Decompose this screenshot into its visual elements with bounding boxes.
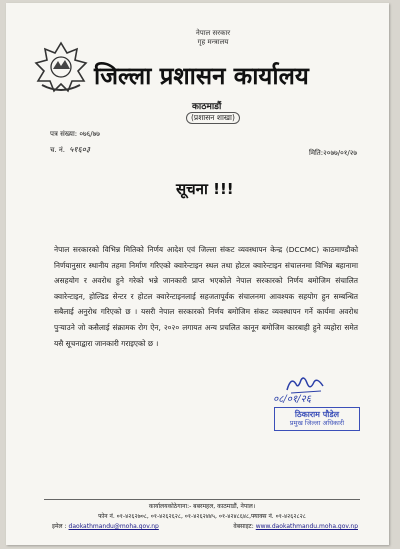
letter-number (50, 130, 100, 139)
city-name: काठमाडौं (192, 102, 222, 112)
email-link[interactable]: daokathmandu@moha.gov.np (68, 523, 159, 530)
notice-body: नेपाल सरकारको विभिन्न मितिको निर्णय आदेश एवं जिल्ला संकट व्यवस्थापन केन्द्र (DCCMC) काठमाण्डौको निर्णयानुसार स्थानीय तहमा निर्माण गरिएको क्वारेन्टाइन स्थल तथा होटल क्वारेन्टाइन संचालनमा विभिन्न बहानामा असहयोग र अवरोध हुने गरेको भन्ने जानकारी प्राप्त भएकोले नेपाल सरकारको निर्णय बमोजिम संचालित क्वारेन्टाइन, होल्डिड सेन्टर र होटल क्वारेन्टाइनलाई सहजतापूर्वक संचालनमा आवश्यक सहयोग हुन सम्बन्धित सबैलाई अनुरोध गरिएको छ । यसरी नेपाल सरकारको निर्णय बमोजिम संकट व्यवस्थापन गर्ने कार्यमा अवरोध पुऱ्याउने जो कसैलाई संक्रामक रोग ऐन, २०२० लगायत अन्य प्रचलित कानून बमोजिम कारबाही हुने व्यहोरा समेत यसै सूचनाद्वारा जानकारी गराइएको छ । (54, 245, 358, 348)
notice-date (309, 149, 357, 158)
stamp-title: प्रमुख जिल्ला अधिकारी (289, 419, 345, 427)
email-label: इमेल : (52, 523, 67, 530)
letter-number-value: ०७६/७७ (79, 130, 100, 138)
office-title: जिल्ला प्रशासन कार्यालय (94, 62, 309, 90)
notice-title: सूचना !!! (176, 180, 234, 198)
section-name: (प्रशासन शाखा) (186, 112, 240, 124)
date-label: मिति: (309, 149, 324, 157)
government-name: नेपाल सरकार (195, 29, 231, 37)
footer-website-block (233, 522, 358, 530)
stamp-name: ठिकाराम पौडेल (294, 410, 340, 419)
letter-number-label: पत्र संख्या: (50, 130, 78, 138)
footer-address: कार्यालयकोठेगाना:- बबरमहल, काठमाडौं, नेपाल। (148, 503, 256, 510)
ministry-name: गृह मन्त्रालय (197, 38, 229, 46)
dispatch-number-label: च. नं. (50, 146, 66, 154)
handwritten-date: ०८/०१/२६ (273, 394, 311, 405)
nepal-emblem-icon (32, 39, 90, 95)
footer-divider (44, 499, 360, 500)
official-stamp (274, 407, 360, 431)
footer-contact (52, 522, 358, 530)
footer-email-block (52, 522, 159, 530)
dispatch-number (50, 144, 90, 155)
footer-phone: फोन नं. ०१-४२६२७०८, ०१-४२६२६२८, ०१-४२६२४४५, ०१-४२४८६४८,फ्याक्स नं. ०१-४२६२८२८ (98, 513, 306, 520)
website-label: वेबसाइट: (233, 523, 254, 530)
dispatch-number-value: ५१६०३ (69, 145, 91, 154)
government-header (183, 29, 243, 47)
date-value: २०७७/०१/२७ (323, 149, 358, 157)
notice-document (6, 3, 389, 545)
website-link[interactable]: www.daokathmandu.moha.gov.np (255, 523, 358, 530)
